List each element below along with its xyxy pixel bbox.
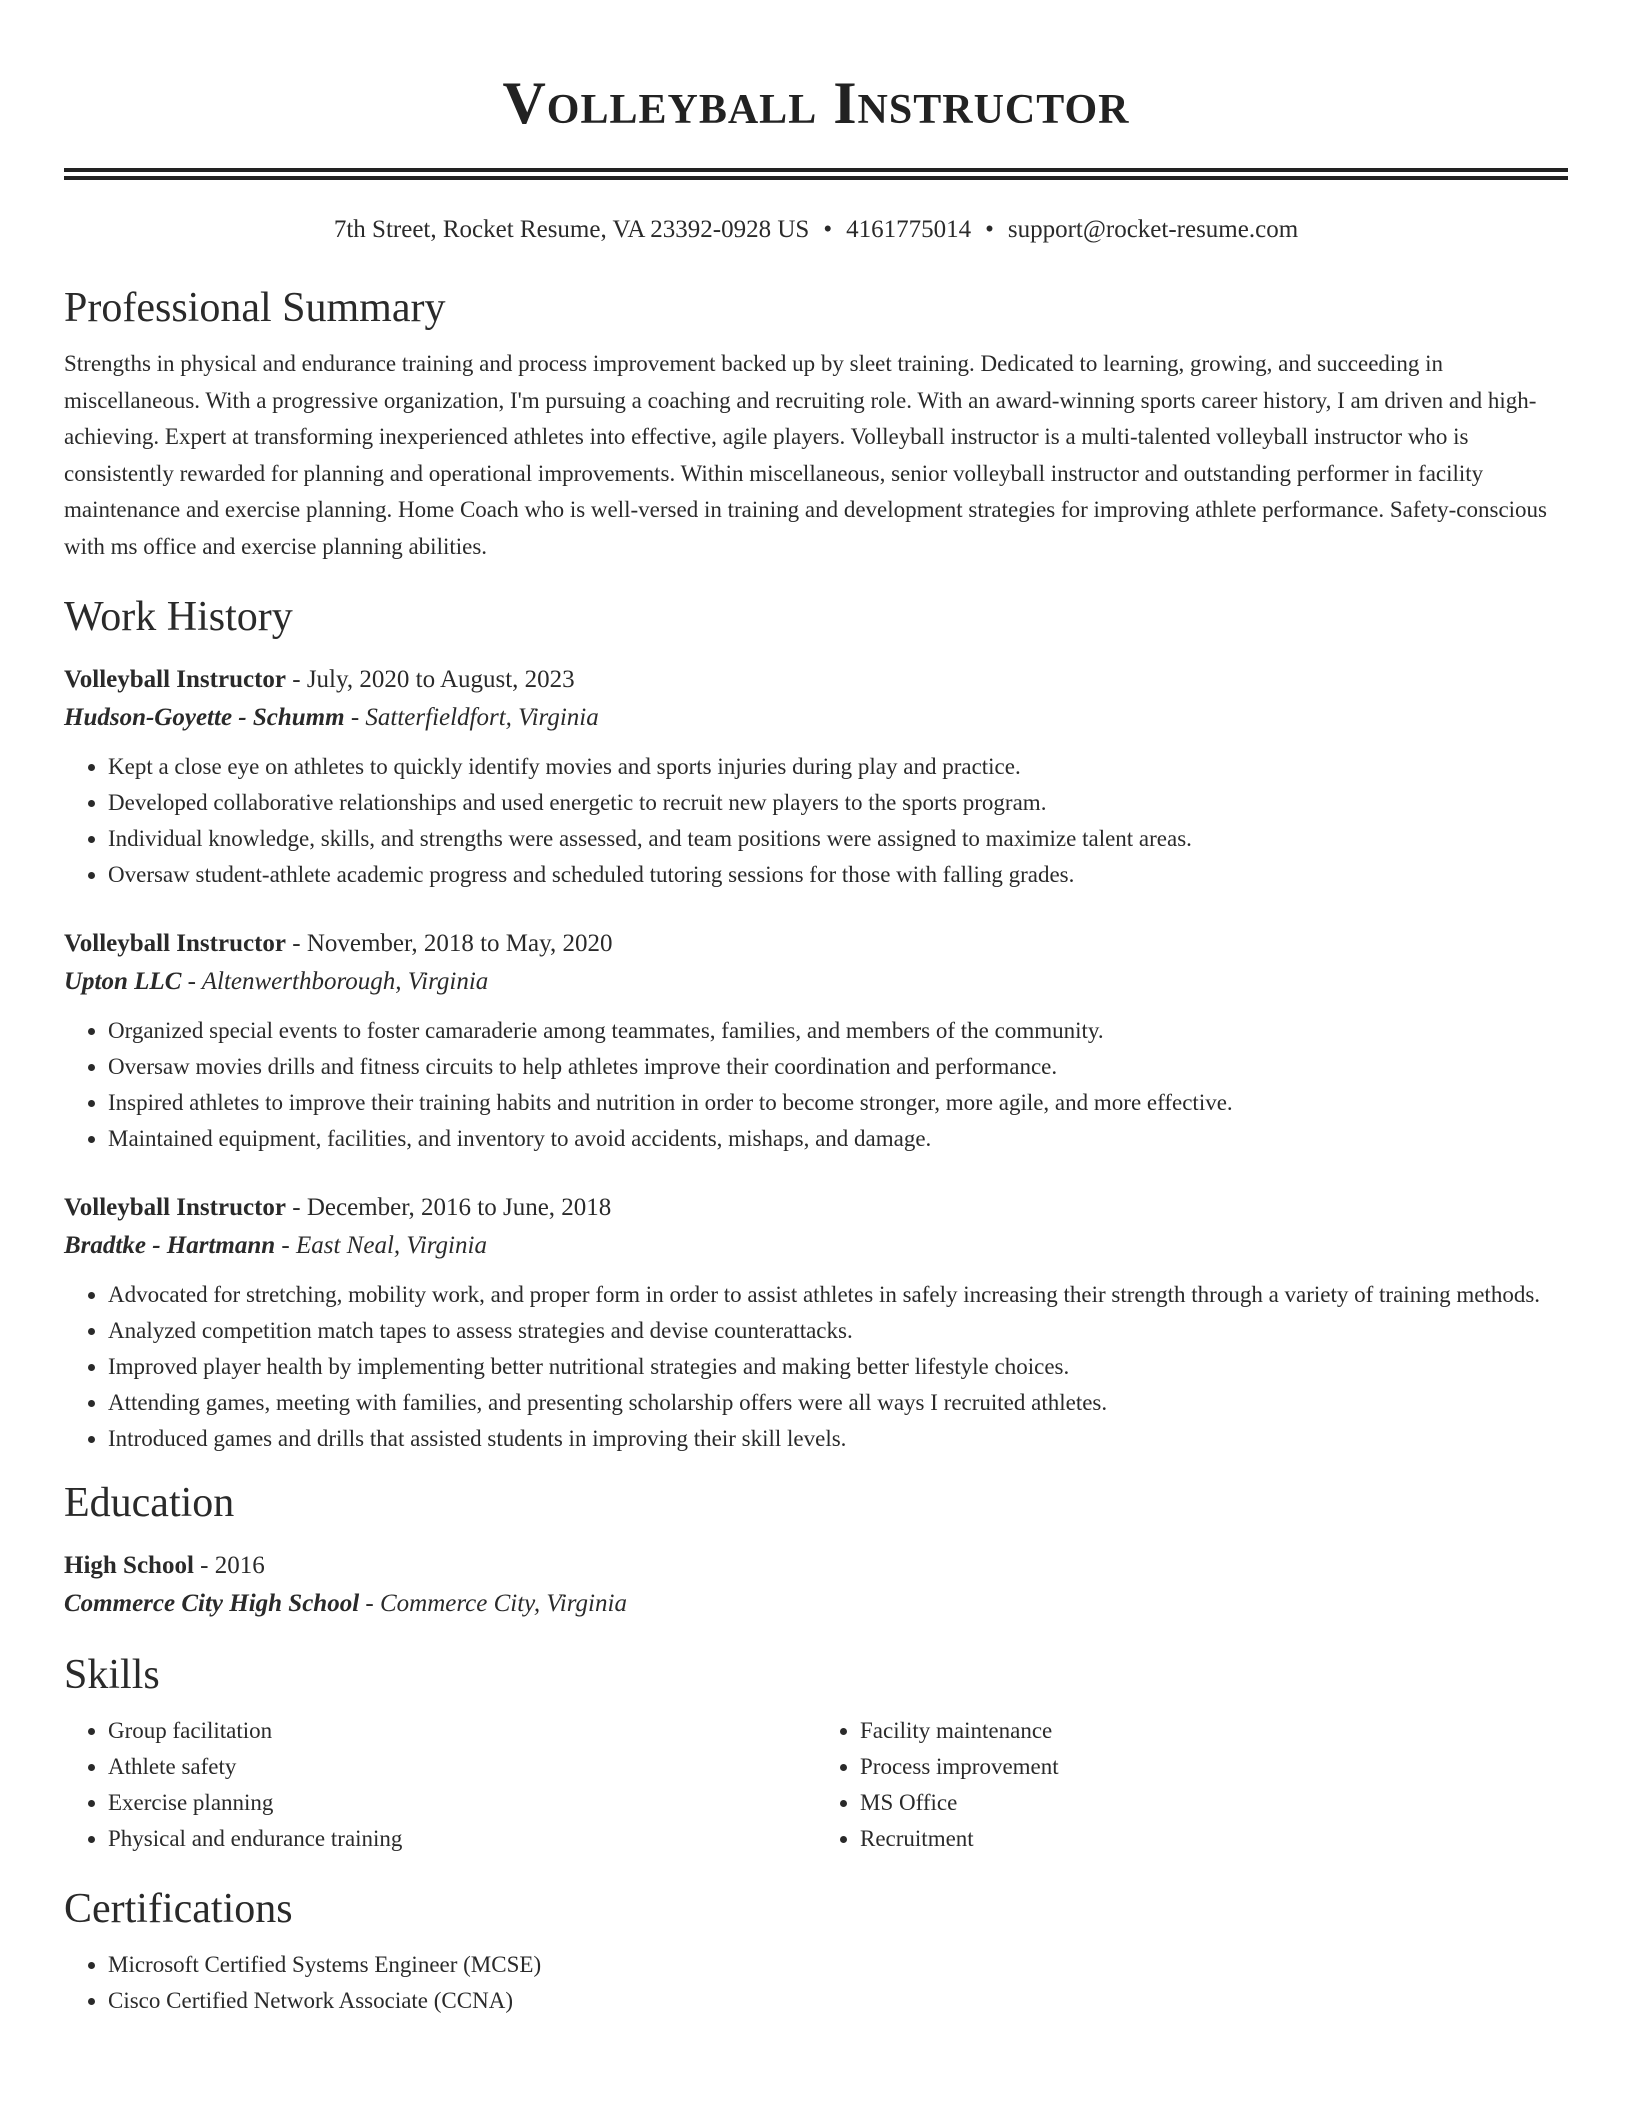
contact-phone: 4161775014 [846,216,972,243]
job-entry [64,1189,1568,1457]
skill-item: • Physical and endurance training [108,1821,816,1857]
education-section [64,1477,1568,1623]
job-company-line: Upton LLC - Altenwerthborough, Virginia [64,968,489,995]
skill-item: • Athlete safety [108,1749,816,1785]
contact-separator: • [985,216,994,243]
skill-item: • Exercise planning [108,1785,816,1821]
skill-item: • MS Office [860,1785,1568,1821]
job-title-line: Volleyball Instructor - July, 2020 to August, 2023 [64,666,575,693]
job-role: Volleyball Instructor [64,1194,286,1221]
title-divider-bottom [64,176,1568,180]
list-item: • Advocated for stretching, mobility work, and proper form in order to assist athletes in safely increasing their strength through a variety of training methods. [108,1277,1568,1313]
job-role: Volleyball Instructor [64,930,286,957]
section-heading: Work History [64,594,293,640]
skill-item: • Facility maintenance [860,1713,1568,1749]
contact-email: support@rocket-resume.com [1007,216,1299,243]
list-item: • Oversaw student-athlete academic progress and scheduled tutoring sessions for those with falling grades. [108,857,1568,893]
professional-summary-section [64,282,1568,565]
job-bullets [64,749,1568,893]
job-company-line: Hudson-Goyette - Schumm - Satterfieldfort, Virginia [64,704,599,731]
job-title-line: Volleyball Instructor - December, 2016 to June, 2018 [64,1194,612,1221]
resume-title: Volleyball Instructor [502,70,1130,136]
job-entry [64,925,1568,1157]
education-school: Commerce City High School [64,1590,360,1617]
job-company-line: Bradtke - Hartmann - East Neal, Virginia [64,1232,487,1259]
section-heading: Professional Summary [64,285,446,331]
summary-text: Strengths in physical and endurance training and process improvement backed up by sleet training. Dedicated to learning, growing, and succeeding in miscellaneous. With a progressive organization, I'm pursuing a coaching and recruiting role. With an award-winning sports career history, I am driven and high-achieving. Expert at transforming inexperienced athletes into effective, agile players. Volleyball instructor is a multi-talented volleyball instructor who is consistently rewarded for planning and operational improvements. Within miscellaneous, senior volleyball instructor and outstanding performer in facility maintenance and exercise planning. Home Coach who is well-versed in training and development strategies for improving athlete performance. Safety-conscious with ms office and exercise planning abilities. [64,351,1548,559]
skills-left-column [64,1713,816,1857]
title-divider-top [64,168,1568,172]
job-company: Bradtke - Hartmann [64,1232,276,1259]
contact-address: 7th Street, Rocket Resume, VA 23392-0928 US [333,216,810,243]
resume-page [64,0,1568,2019]
list-item: • Improved player health by implementing better nutritional strategies and making better lifestyle choices. [108,1349,1568,1385]
certifications-section [64,1883,1568,2019]
list-item: • Maintained equipment, facilities, and inventory to avoid accidents, mishaps, and damage. [108,1121,1568,1157]
certifications-list [64,1947,1568,2019]
list-item: • Analyzed competition match tapes to assess strategies and devise counterattacks. [108,1313,1568,1349]
education-entry [64,1547,1568,1623]
skill-item: • Process improvement [860,1749,1568,1785]
job-location: Altenwerthborough, Virginia [201,968,489,995]
job-title-line: Volleyball Instructor - November, 2018 to May, 2020 [64,930,613,957]
list-item: • Developed collaborative relationships and used energetic to recruit new players to the sports program. [108,785,1568,821]
job-location: Satterfieldfort, Virginia [365,704,599,731]
job-bullets [64,1277,1568,1457]
job-role: Volleyball Instructor [64,666,286,693]
contact-separator: • [823,216,833,243]
education-year: 2016 [214,1552,265,1579]
job-bullets [64,1013,1568,1157]
section-heading: Skills [64,1652,160,1698]
job-dates: July, 2020 to August, 2023 [306,666,575,693]
list-item: • Inspired athletes to improve their training habits and nutrition in order to become stronger, more agile, and more effective. [108,1085,1568,1121]
certification-item: • Microsoft Certified Systems Engineer (MCSE) [108,1947,1568,1983]
work-history-section [64,591,1568,1457]
education-location: Commerce City, Virginia [379,1590,627,1617]
job-company: Hudson-Goyette - Schumm [64,704,345,731]
job-dates: November, 2018 to May, 2020 [306,930,613,957]
certification-item: • Cisco Certified Network Associate (CCNA) [108,1983,1568,2019]
contact-line [64,214,1568,246]
skills-right-column [816,1713,1568,1857]
list-item: • Oversaw movies drills and fitness circuits to help athletes improve their coordination and performance. [108,1049,1568,1085]
job-entry [64,661,1568,893]
education-degree-line: High School - 2016 [64,1552,265,1579]
section-heading: Certifications [64,1886,293,1932]
list-item: • Organized special events to foster camaraderie among teammates, families, and members of the community. [108,1013,1568,1049]
education-degree: High School [64,1552,194,1579]
list-item: • Introduced games and drills that assisted students in improving their skill levels. [108,1421,1568,1457]
job-location: East Neal, Virginia [295,1232,487,1259]
education-school-line: Commerce City High School - Commerce City, Virginia [64,1590,627,1617]
skill-item: • Group facilitation [108,1713,816,1749]
section-heading: Education [64,1480,235,1526]
list-item: • Attending games, meeting with families, and presenting scholarship offers were all ways I recruited athletes. [108,1385,1568,1421]
skills-columns [64,1713,1568,1857]
list-item: • Kept a close eye on athletes to quickly identify movies and sports injuries during play and practice. [108,749,1568,785]
job-dates: December, 2016 to June, 2018 [306,1194,612,1221]
list-item: • Individual knowledge, skills, and strengths were assessed, and team positions were assigned to maximize talent areas. [108,821,1568,857]
skills-section [64,1649,1568,1857]
skill-item: • Recruitment [860,1821,1568,1857]
job-company: Upton LLC [64,968,182,995]
